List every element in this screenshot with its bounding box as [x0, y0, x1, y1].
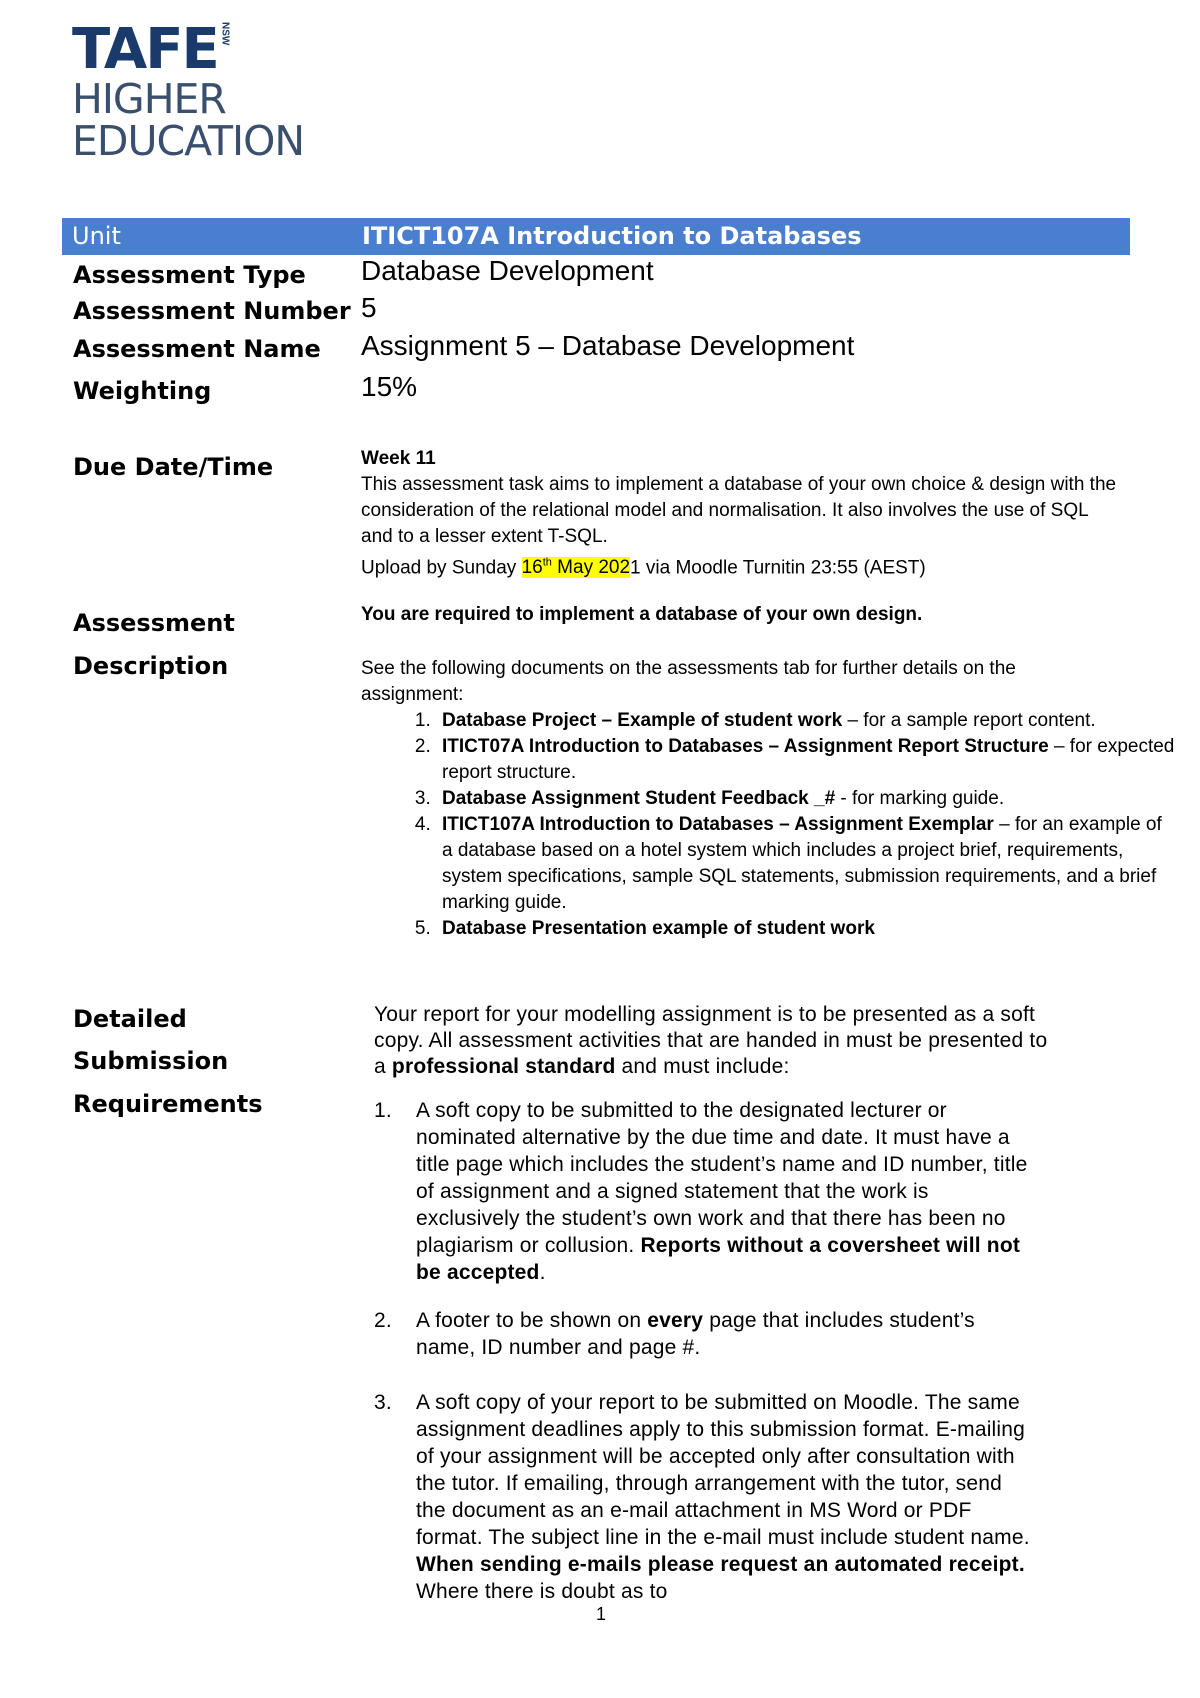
- item-title: ITICT07A Introduction to Databases – Assignment Report Structure: [442, 736, 1049, 757]
- description-see: See the following documents on the assessments tab for further details on the assignment:: [361, 658, 1016, 705]
- upload-post: 1 via Moodle Turnitin 23:55 (AEST): [630, 557, 926, 579]
- logo-education: EDUCATION: [72, 117, 305, 165]
- unit-label: Unit: [72, 222, 121, 250]
- upload-highlight: [522, 557, 630, 578]
- item-text-bold: Reports without a coversheet will not be accepted: [416, 1234, 1021, 1284]
- list-item: [436, 916, 1176, 942]
- item-rest: - for marking guide.: [835, 788, 1005, 809]
- item-text-bold: every: [647, 1309, 704, 1332]
- logo-tafe: TAFE: [72, 17, 218, 82]
- page-number: 1: [596, 1604, 607, 1624]
- list-item: [436, 708, 1176, 734]
- weighting-value: 15%: [361, 371, 418, 402]
- description-label-2: Description: [73, 652, 229, 680]
- intro-text: Your report for your modelling assignment is to be presented as a soft copy. All assessment activities that are handed in must be presented to a: [374, 1003, 1048, 1078]
- tafe-higher-education-logo: [72, 17, 305, 165]
- item-rest: – for expected report structure.: [442, 736, 1175, 783]
- item-text: [416, 1307, 1036, 1361]
- upload-line: [361, 550, 1121, 581]
- item-title: Database Project – Example of student work: [442, 710, 843, 731]
- item-text-c: .: [539, 1261, 546, 1284]
- item-rest: – for an example of a database based on a hotel system which includes a project brief, requirements, system specifications, sample SQL statements, submission requirements, and a brief marking guide.: [442, 814, 1162, 913]
- assessment-name-value: Assignment 5 – Database Development: [361, 330, 855, 361]
- item-text-c: page that includes student’s name, ID number and page #.: [416, 1309, 975, 1359]
- item-title: Database Assignment Student Feedback _#: [442, 788, 836, 809]
- assessment-name-label: Assessment Name: [73, 335, 321, 363]
- intro-end: and must include:: [615, 1055, 790, 1078]
- intro-bold: professional standard: [391, 1055, 616, 1078]
- upload-sup: th: [542, 557, 552, 569]
- due-date-label: Due Date/Time: [73, 453, 274, 481]
- unit-header-bar: [62, 218, 1130, 255]
- item-text-a: A soft copy of your report to be submitted on Moodle. The same assignment deadlines apply to this submission format. E-mailing of your assignment will be accepted only after consultation with the tutor. If emailing, through arrangement with the tutor, send the document as an e-mail attachment in MS Word or PDF format. The subject line in the e-mail must include student name.: [416, 1391, 1030, 1549]
- assessment-type-value: Database Development: [361, 255, 654, 286]
- item-text: [416, 1389, 1036, 1605]
- upload-month: May 202: [551, 557, 631, 579]
- assessment-number-label: Assessment Number: [73, 297, 351, 325]
- submission-intro: [374, 1002, 1064, 1080]
- list-item: [436, 786, 1176, 812]
- assessment-number-value: 5: [361, 292, 377, 323]
- submission-label-3: Requirements: [73, 1090, 263, 1118]
- submission-item-1: [374, 1097, 1074, 1286]
- item-number: 2.: [374, 1309, 392, 1332]
- item-text-a: A footer to be shown on: [416, 1309, 648, 1332]
- item-title: Database Presentation example of student work: [442, 918, 875, 939]
- submission-label-2: Submission: [73, 1047, 229, 1075]
- item-number: 3.: [374, 1391, 392, 1414]
- assessment-type-label: Assessment Type: [73, 261, 306, 289]
- due-week: Week 11: [361, 448, 436, 469]
- list-item: [436, 734, 1176, 786]
- description-label-1: Assessment: [73, 609, 235, 637]
- due-aims: This assessment task aims to implement a database of your own choice & design with the consideration of the relational model and normalisation. It also involves the use of SQL and to a lesser extent T-SQL.: [361, 474, 1117, 547]
- item-title: ITICT107A Introduction to Databases – Assignment Exemplar: [442, 814, 994, 835]
- logo-nsw: NSW: [219, 22, 231, 46]
- submission-item-3: [374, 1389, 1074, 1605]
- weighting-label: Weighting: [73, 377, 212, 405]
- item-rest: – for a sample report content.: [842, 710, 1096, 731]
- description-lead: You are required to implement a database of your own design.: [361, 604, 923, 625]
- item-text-a: A soft copy to be submitted to the designated lecturer or nominated alternative by the due time and date. It must have a title page which includes the student’s name and ID number, title of assignment and a signed statement that the work is exclusively the student’s own work and that there has been no plagiarism or collusion.: [416, 1099, 1028, 1257]
- logo-higher: HIGHER: [72, 75, 226, 123]
- submission-item-2: [374, 1307, 1074, 1361]
- upload-pre: Upload by Sunday: [361, 557, 522, 579]
- unit-value: ITICT107A Introduction to Databases: [362, 222, 862, 250]
- submission-label-1: Detailed: [73, 1005, 187, 1033]
- list-item: [436, 812, 1176, 916]
- item-text: [416, 1097, 1036, 1286]
- reference-document-list: [361, 708, 1176, 942]
- item-text-c: Where there is doubt as to: [416, 1580, 668, 1603]
- item-text-bold: When sending e-mails please request an automated receipt.: [416, 1553, 1025, 1576]
- upload-day: 16: [521, 557, 543, 579]
- item-number: 1.: [374, 1099, 392, 1122]
